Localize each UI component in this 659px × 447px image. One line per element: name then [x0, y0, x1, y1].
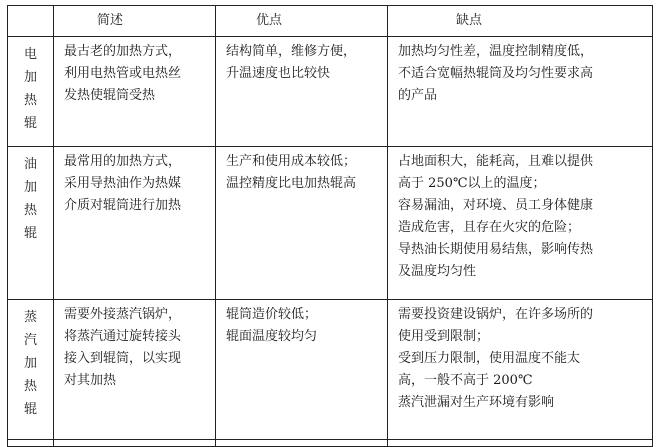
- table-row-oil-heating-roller: [8, 147, 653, 300]
- cons-cell: 需要投资建设锅炉，在许多场所的 使用受到限制； 受到压力限制，使用温度不能太 高，一般不高于 200℃ 蒸汽泄漏对生产环境有影响: [388, 300, 653, 440]
- header-blank-cell: [8, 6, 54, 37]
- row-name-cell: 电 加 热 辊: [8, 37, 54, 147]
- empty-cell: [388, 440, 653, 447]
- table-row-steam-heating-roller: [8, 300, 653, 440]
- pros-cell: 结构简单，维修方便， 升温速度也比较快: [216, 37, 388, 147]
- table-header-row: [8, 6, 653, 37]
- cons-cell: 加热均匀性差，温度控制精度低， 不适合宽幅热辊筒及均匀性要求高 的产品: [388, 37, 653, 147]
- empty-cell: [8, 440, 54, 447]
- header-cons: 缺点: [388, 6, 653, 37]
- summary-cell: 需要外接蒸汽锅炉， 将蒸汽通过旋转接头 接入到辊筒，以实现 对其加热: [54, 300, 216, 440]
- row-name-cell: 蒸 汽 加 热 辊: [8, 300, 54, 440]
- empty-cell: [216, 440, 388, 447]
- pros-cell: 生产和使用成本较低； 温控精度比电加热辊高: [216, 147, 388, 300]
- heating-roller-comparison-table: [7, 5, 653, 447]
- pros-cell: 辊筒造价较低； 辊面温度较均匀: [216, 300, 388, 440]
- table-row-electric-heating-roller: [8, 37, 653, 147]
- row-name-cell: 油 加 热 辊: [8, 147, 54, 300]
- empty-cell: [54, 440, 216, 447]
- summary-cell: 最古老的加热方式， 利用电热管或电热丝 发热使辊筒受热: [54, 37, 216, 147]
- cons-cell: 占地面积大，能耗高，且难以提供 高于 250℃以上的温度； 容易漏油，对环境、员工身体健康 造成危害，且存在火灾的危险； 导热油长期使用易结焦，影响传热 及温度均匀性: [388, 147, 653, 300]
- header-summary: 简述: [54, 6, 216, 37]
- table-row-cut-off: [8, 440, 653, 447]
- summary-cell: 最常用的加热方式， 采用导热油作为热媒 介质对辊筒进行加热: [54, 147, 216, 300]
- header-pros: 优点: [216, 6, 388, 37]
